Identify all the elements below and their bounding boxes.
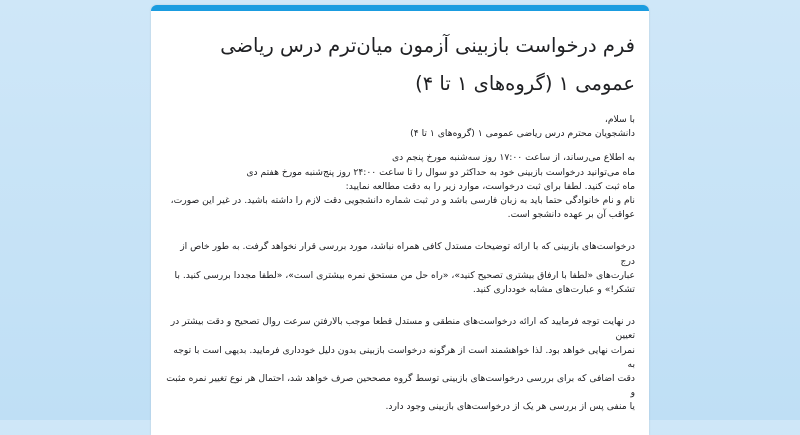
greeting-section — [163, 113, 635, 141]
closing-line: یا منفی پس از بررسی هر یک از درخواست‌های بازبینی وجود دارد. — [385, 401, 635, 413]
closing-line: نمرات نهایی خواهد بود. لذا خواهشمند است از هرگونه درخواست بازبینی بدون دلیل خودداری فرمایید. بدیهی است با توجه به — [173, 344, 635, 370]
notice-line: ماه می‌توانید درخواست بازبینی خود به حداکثر دو سوال را تا ساعت ۲۴:۰۰ روز پنج‌شنبه مورخ هفتم دی — [246, 166, 635, 178]
form-content — [151, 27, 649, 415]
closing-line: در نهایت توجه فرمایید که ارائه درخواست‌های منطقی و مستدل قطعا موجب بالارفتن سرعت روال تصحیح و دقت بیشتر در تعیین — [170, 316, 635, 342]
notice-line: عواقب آن بر عهده دانشجو است. — [507, 209, 635, 221]
notice-line: به اطلاع می‌رساند، از ساعت ۱۷:۰۰ روز سه‌شنبه مورخ پنجم دی — [391, 152, 635, 164]
form-title: فرم درخواست بازبینی آزمون میان‌ترم درس ریاضی عمومی ۱ (گروه‌های ۱ تا ۴) — [220, 34, 635, 95]
closing-line: دقت اضافی که برای بررسی درخواست‌های بازبینی توسط گروه مصححین صرف خواهد شد، احتمال هر نوع تغییر نمره مثبت و — [166, 373, 635, 399]
rules-line: درخواست‌های بازبینی که با ارائه توضیحات مستدل کافی همراه نباشد، مورد بررسی قرار نخواهد گرفت. به طور خاص از درج — [180, 241, 635, 267]
rules-line: عبارت‌های «لطفا با ارفاق بیشتری تصحیح کنید»، «راه حل من مستحق نمره بیشتری است»، «لطفا مجددا بررسی کنید. با — [174, 269, 635, 281]
notice-line: نام و نام خانوادگی حتما باید به زبان فارسی باشد و در ثبت شماره دانشجویی دقت لازم را داشته باشید. در غیر این صورت، — [170, 195, 635, 207]
closing-section — [163, 315, 635, 414]
form-card — [151, 5, 649, 435]
rules-section — [163, 240, 635, 297]
notice-section — [163, 151, 635, 222]
greeting-line: دانشجویان محترم درس ریاضی عمومی ۱ (گروه‌های ۱ تا ۴) — [410, 128, 635, 140]
greeting-line: با سلام، — [604, 114, 635, 125]
notice-line: ماه ثبت کنید. لطفا برای ثبت درخواست، موارد زیر را به دقت مطالعه نمایید: — [345, 180, 635, 192]
rules-line: تشکر!» و عبارت‌های مشابه خودداری کنید. — [472, 284, 635, 296]
